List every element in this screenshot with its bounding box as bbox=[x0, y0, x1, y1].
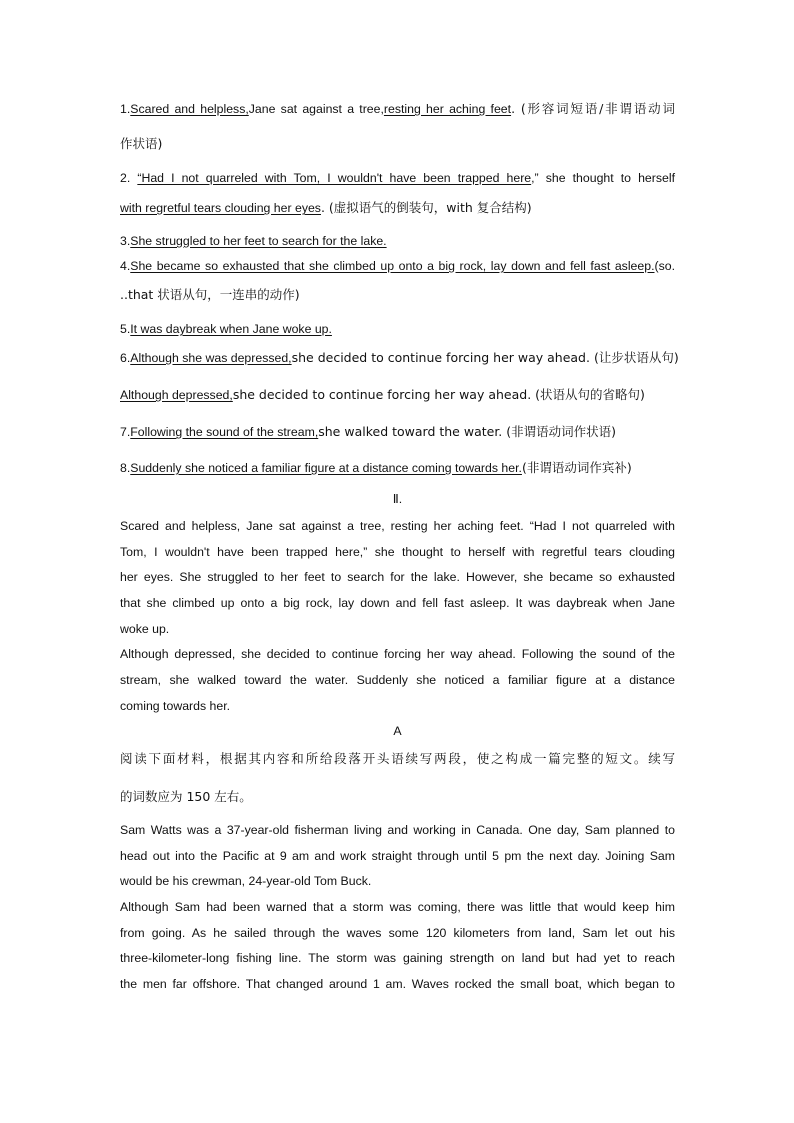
item-8-sentence: Suddenly she noticed a familiar figure at a distance coming towards her. bbox=[130, 461, 522, 475]
item-2-part-3: ,” she thought to herself bbox=[531, 171, 675, 185]
item-5-number: 5. bbox=[120, 322, 131, 336]
item-7-number: 7. bbox=[120, 425, 131, 439]
item-7 bbox=[120, 424, 675, 440]
section-2-line: Scared and helpless, Jane sat against a tree, resting her aching feet. “Had I not quarreled with bbox=[120, 519, 675, 533]
item-6 bbox=[120, 350, 679, 366]
passage-line: Although Sam had been warned that a storm was coming, there was little that would keep him bbox=[120, 900, 675, 914]
item-7-sentence: Following the sound of the stream, bbox=[130, 425, 319, 439]
item-6-note: she decided to continue forcing her way ahead. (让步状语从句) bbox=[291, 350, 679, 365]
section-2-line: stream, she walked toward the water. Suddenly she noticed a familiar figure at a distance bbox=[120, 673, 675, 687]
section-2-line: Although depressed, she decided to continue forcing her way ahead. Following the sound of the bbox=[120, 647, 675, 661]
item-1-part-3: Jane sat against a tree, bbox=[248, 102, 384, 116]
item-1-line-2: 作状语) bbox=[120, 136, 163, 151]
item-6b bbox=[120, 387, 675, 403]
item-4-line-1 bbox=[120, 258, 675, 274]
item-5-sentence: It was daybreak when Jane woke up. bbox=[130, 322, 332, 336]
item-4-line-2: ..that 状语从句，一连串的动作) bbox=[120, 287, 300, 302]
item-1-part-4: resting her aching feet bbox=[383, 102, 512, 116]
item-4-note: (so. bbox=[654, 259, 675, 273]
item-6-sentence: Although she was depressed, bbox=[130, 351, 292, 365]
section-2-line: coming towards her. bbox=[120, 699, 231, 713]
item-3-number: 3. bbox=[120, 234, 131, 248]
passage-line: head out into the Pacific at 9 am and work straight through until 5 pm the next day. Joining Sam bbox=[120, 849, 675, 863]
item-6b-sentence: Although depressed, bbox=[120, 388, 233, 402]
item-6-number: 6. bbox=[120, 351, 131, 365]
section-2-line: that she climbed up onto a big rock, lay down and fell fast asleep. It was daybreak when Jane bbox=[120, 596, 675, 610]
item-8 bbox=[120, 460, 675, 476]
section-2-line: Tom, I wouldn't have been trapped here,” she thought to herself with regretful tears clouding bbox=[120, 545, 675, 559]
item-3-sentence: She struggled to her feet to search for the lake. bbox=[130, 234, 387, 248]
item-2-part-1: 2. bbox=[120, 171, 138, 185]
passage-line: three-kilometer-long fishing line. The storm was gaining strength on land but had yet to reach bbox=[120, 951, 675, 965]
item-2-part-4: with regretful tears clouding her eyes bbox=[120, 201, 321, 215]
item-4-sentence: She became so exhausted that she climbed up onto a big rock, lay down and fell fast asleep. bbox=[130, 259, 655, 273]
item-1-part-5: . (形容词短语/非谓语动词 bbox=[511, 101, 675, 116]
item-2-line-2 bbox=[120, 200, 675, 216]
passage-line: the men far offshore. That changed around 1 am. Waves rocked the small boat, which began to bbox=[120, 977, 675, 991]
passage-line: would be his crewman, 24-year-old Tom Buck. bbox=[120, 874, 372, 888]
section-2-line: woke up. bbox=[120, 622, 170, 636]
item-4-number: 4. bbox=[120, 259, 131, 273]
item-8-note: (非谓语动词作宾补) bbox=[521, 460, 632, 475]
item-6b-note: she decided to continue forcing her way ahead. (状语从句的省略句) bbox=[232, 387, 645, 402]
item-2-part-5: . (虚拟语气的倒装句，with 复合结构) bbox=[320, 200, 532, 215]
section-a-title: A bbox=[393, 724, 402, 738]
item-5 bbox=[120, 321, 675, 337]
instruction-line: 的词数应为 150 左右。 bbox=[120, 789, 252, 804]
section-2-line: her eyes. She struggled to her feet to search for the lake. However, she became so exhausted bbox=[120, 570, 675, 584]
instruction-line: 阅读下面材料，根据其内容和所给段落开头语续写两段，使之构成一篇完整的短文。续写 bbox=[120, 751, 675, 766]
item-2-line-1 bbox=[120, 170, 675, 186]
passage-line: Sam Watts was a 37-year-old fisherman living and working in Canada. One day, Sam planned to bbox=[120, 823, 675, 837]
item-1-part-1: 1. bbox=[120, 102, 131, 116]
passage-line: from going. As he sailed through the waves some 120 kilometers from land, Sam let out his bbox=[120, 926, 675, 940]
item-3 bbox=[120, 233, 675, 249]
item-2-part-2: “Had I not quarreled with Tom, I wouldn't have been trapped here bbox=[137, 171, 532, 185]
section-2-title: Ⅱ. bbox=[392, 492, 403, 506]
item-1-line-1 bbox=[120, 101, 675, 117]
item-8-number: 8. bbox=[120, 461, 131, 475]
item-7-note: she walked toward the water. (非谓语动词作状语) bbox=[318, 424, 617, 439]
item-1-part-2: Scared and helpless, bbox=[130, 102, 249, 116]
